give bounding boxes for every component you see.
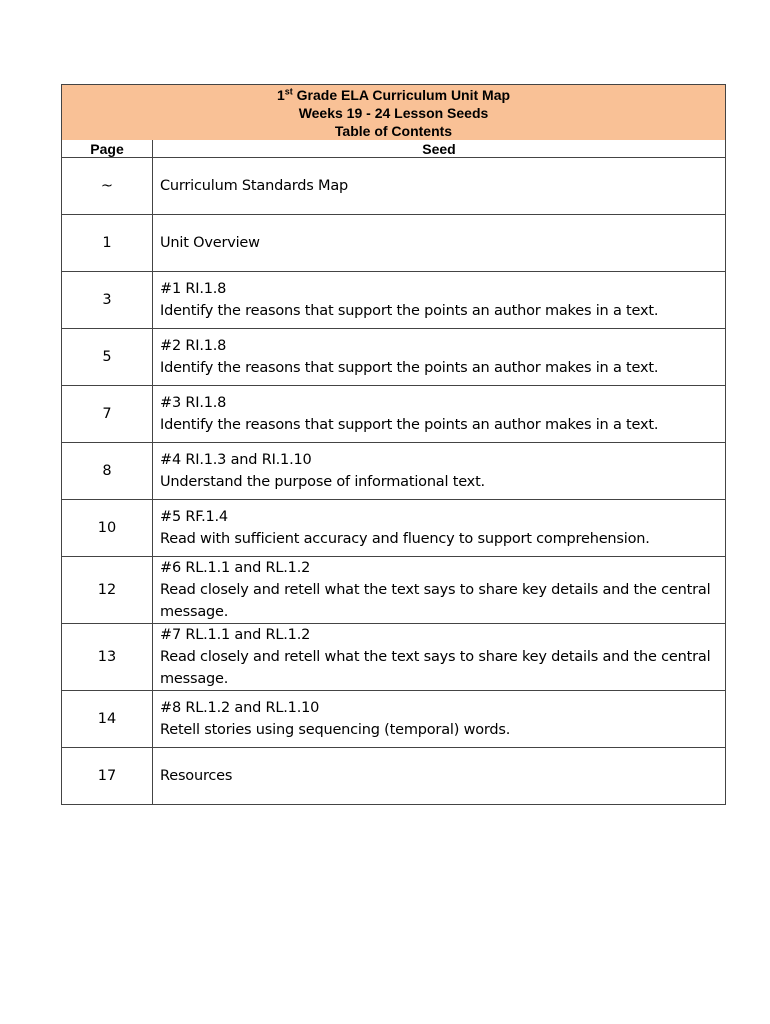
column-header-page: Page xyxy=(62,140,153,158)
seed-description: Understand the purpose of informational text. xyxy=(160,474,485,490)
seed-title: #7 RL.1.1 and RL.1.2 xyxy=(160,627,311,643)
seed-title: #5 RF.1.4 xyxy=(160,509,228,525)
seed-title: #3 RI.1.8 xyxy=(160,395,227,411)
table-row xyxy=(62,500,726,557)
seed-description: Read with sufficient accuracy and fluency to support comprehension. xyxy=(160,531,650,547)
seed-title: #8 RL.1.2 and RL.1.10 xyxy=(160,700,320,716)
title-line-1-rest: Grade ELA Curriculum Unit Map xyxy=(292,87,511,103)
table-body xyxy=(62,158,726,805)
table-of-contents xyxy=(61,84,726,805)
seed-cell xyxy=(153,748,726,805)
title-line-2: Weeks 19 - 24 Lesson Seeds xyxy=(298,105,489,121)
seed-cell xyxy=(153,386,726,443)
seed-description: Read closely and retell what the text says to share key details and the central xyxy=(160,582,711,598)
document-title xyxy=(62,85,726,141)
seed-cell xyxy=(153,557,726,624)
column-header-row xyxy=(62,140,726,158)
table-row xyxy=(62,158,726,215)
seed-title: #4 RI.1.3 and RI.1.10 xyxy=(160,452,312,468)
table-row xyxy=(62,272,726,329)
page-number: 12 xyxy=(62,557,153,624)
seed-cell xyxy=(153,158,726,215)
page-number: 5 xyxy=(62,329,153,386)
table-row xyxy=(62,624,726,691)
page-number: 8 xyxy=(62,443,153,500)
table-row xyxy=(62,557,726,624)
grade-suffix: st xyxy=(284,86,293,97)
table-row xyxy=(62,329,726,386)
column-header-seed: Seed xyxy=(153,140,726,158)
seed-title: #1 RI.1.8 xyxy=(160,281,227,297)
seed-cell xyxy=(153,624,726,691)
page-number: 7 xyxy=(62,386,153,443)
grade-number: 1 xyxy=(276,87,285,103)
seed-description: Read closely and retell what the text says to share key details and the central xyxy=(160,649,711,665)
page-number: 1 xyxy=(62,215,153,272)
seed-cell xyxy=(153,215,726,272)
seed-description: Identify the reasons that support the points an author makes in a text. xyxy=(160,303,659,319)
seed-cell xyxy=(153,272,726,329)
title-row xyxy=(62,85,726,141)
page-number: 13 xyxy=(62,624,153,691)
seed-description: message. xyxy=(160,671,229,687)
seed-cell xyxy=(153,691,726,748)
seed-title: Curriculum Standards Map xyxy=(160,178,349,194)
table-row xyxy=(62,443,726,500)
seed-cell xyxy=(153,500,726,557)
page-number: 14 xyxy=(62,691,153,748)
seed-title: #2 RI.1.8 xyxy=(160,338,227,354)
seed-cell xyxy=(153,443,726,500)
seed-cell xyxy=(153,329,726,386)
seed-title: Resources xyxy=(160,768,233,784)
seed-description: Identify the reasons that support the points an author makes in a text. xyxy=(160,417,659,433)
seed-description: Retell stories using sequencing (temporal) words. xyxy=(160,722,511,738)
page-number: 3 xyxy=(62,272,153,329)
table-row xyxy=(62,691,726,748)
seed-title: #6 RL.1.1 and RL.1.2 xyxy=(160,560,311,576)
title-line-1 xyxy=(62,86,725,104)
table-row xyxy=(62,386,726,443)
page-number: 10 xyxy=(62,500,153,557)
table-row xyxy=(62,215,726,272)
seed-title: Unit Overview xyxy=(160,235,260,251)
seed-description: message. xyxy=(160,604,229,620)
title-line-3: Table of Contents xyxy=(334,123,453,139)
page-number: ~ xyxy=(62,158,153,215)
table-row xyxy=(62,748,726,805)
page-number: 17 xyxy=(62,748,153,805)
seed-description: Identify the reasons that support the points an author makes in a text. xyxy=(160,360,659,376)
